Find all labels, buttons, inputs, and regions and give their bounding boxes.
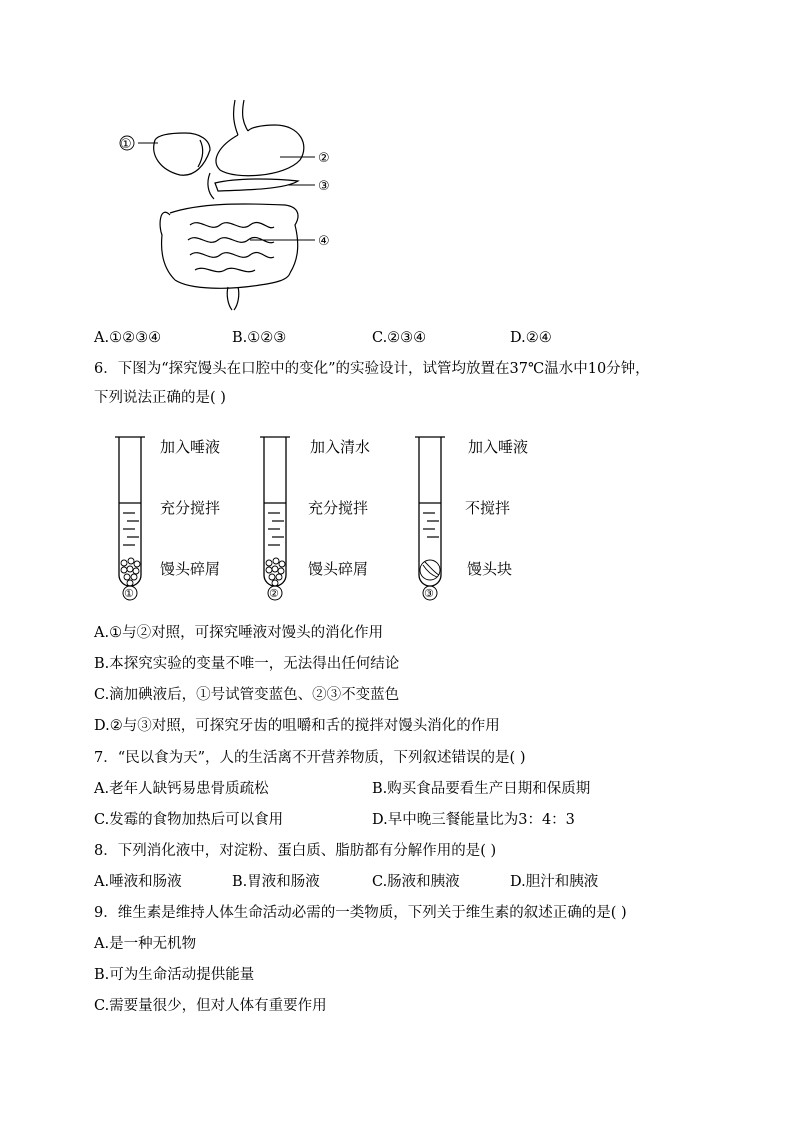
q5-option-a: A.①②③④ bbox=[94, 330, 162, 346]
tube2-top-label: 加入清水 bbox=[310, 438, 371, 456]
q9-stem: 9．维生素是维持人体生命活动必需的一类物质，下列关于维生素的叙述正确的是( ) bbox=[94, 905, 627, 921]
q9-option-b: B.可为生命活动提供能量 bbox=[94, 967, 255, 983]
q7-option-c: C.发霉的食物加热后可以食用 bbox=[94, 812, 284, 828]
q8-stem: 8．下列消化液中，对淀粉、蛋白质、脂肪都有分解作用的是( ) bbox=[94, 843, 497, 859]
q6-stem-line2: 下列说法正确的是( ) bbox=[94, 390, 226, 406]
tube2-bottom-label: 馒头碎屑 bbox=[308, 560, 369, 578]
tube2-number: ② bbox=[269, 587, 279, 600]
q5-option-b: B.①②③ bbox=[232, 330, 287, 346]
digestive-system-diagram bbox=[110, 95, 350, 315]
q8-option-d: D.胆汁和胰液 bbox=[510, 874, 599, 890]
tube1-bottom-label: 馒头碎屑 bbox=[160, 560, 221, 578]
tube1-number: ① bbox=[124, 587, 134, 600]
q9-option-c: C.需要量很少，但对人体有重要作用 bbox=[94, 998, 327, 1014]
diagram-label-1: ① bbox=[120, 137, 132, 152]
q8-option-c: C.肠液和胰液 bbox=[372, 874, 460, 890]
tube1-mid-label: 充分搅拌 bbox=[160, 499, 221, 517]
q7-option-b: B.购买食品要看生产日期和保质期 bbox=[372, 781, 591, 797]
q7-option-d: D.早中晚三餐能量比为3：4：3 bbox=[372, 812, 575, 828]
tube3-number: ③ bbox=[424, 587, 434, 600]
q6-option-a: A.①与②对照，可探究唾液对馒头的消化作用 bbox=[94, 625, 384, 641]
tube3-top-label: 加入唾液 bbox=[468, 438, 529, 456]
q6-option-c: C.滴加碘液后，①号试管变蓝色、②③不变蓝色 bbox=[94, 687, 400, 703]
q5-option-c: C.②③④ bbox=[372, 330, 427, 346]
tube3-bottom-label: 馒头块 bbox=[467, 560, 513, 578]
tube3-mid-label: 不搅拌 bbox=[465, 499, 511, 517]
q8-option-a: A.唾液和肠液 bbox=[94, 874, 182, 890]
q7-stem: 7．“民以食为天”，人的生活离不开营养物质，下列叙述错误的是( ) bbox=[94, 750, 526, 766]
tube2-mid-label: 充分搅拌 bbox=[308, 499, 369, 517]
q7-option-a: A.老年人缺钙易患骨质疏松 bbox=[94, 781, 269, 797]
diagram-label-4: ④ bbox=[318, 234, 330, 249]
q6-option-b: B.本探究实验的变量不唯一，无法得出任何结论 bbox=[94, 656, 400, 672]
q6-stem-line1: 6．下图为“探究馒头在口腔中的变化”的实验设计，试管均放置在37℃温水中10分钟， bbox=[94, 361, 650, 377]
diagram-label-2: ② bbox=[318, 151, 330, 166]
q5-option-d: D.②④ bbox=[510, 330, 552, 346]
test-tube-figure bbox=[105, 425, 575, 605]
tube1-top-label: 加入唾液 bbox=[160, 438, 221, 456]
diagram-label-3: ③ bbox=[318, 179, 330, 194]
q9-option-a: A.是一种无机物 bbox=[94, 936, 197, 952]
q6-option-d: D.②与③对照，可探究牙齿的咀嚼和舌的搅拌对馒头消化的作用 bbox=[94, 718, 500, 734]
q8-option-b: B.胃液和肠液 bbox=[232, 874, 320, 890]
